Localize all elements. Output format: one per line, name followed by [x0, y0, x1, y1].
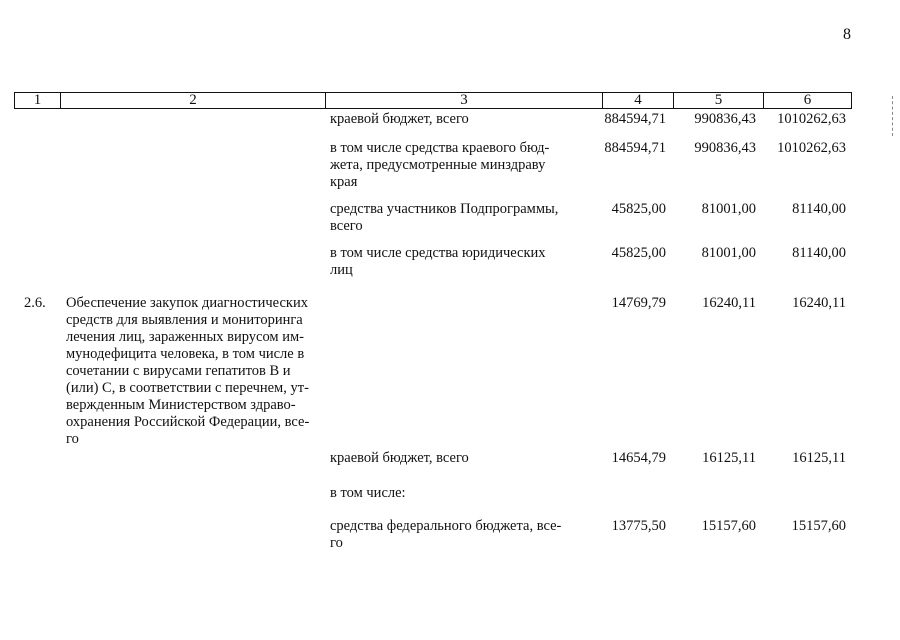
- item-number: 2.6.: [24, 295, 46, 311]
- header-col-4: 4: [602, 93, 673, 108]
- row-description: в том числе средства краевого бюд- жета, предусмотренные минздраву края: [330, 140, 550, 190]
- value-col-5: 990836,43: [694, 140, 756, 156]
- value-col-4: 45825,00: [611, 201, 666, 217]
- value-col-4: 14654,79: [611, 450, 666, 466]
- value-col-6: 16125,11: [792, 450, 846, 466]
- table-row: [0, 450, 900, 472]
- value-col-6: 81140,00: [792, 245, 846, 261]
- table-row: [0, 245, 900, 285]
- value-col-6: 1010262,63: [777, 111, 846, 127]
- value-col-5: 16125,11: [702, 450, 756, 466]
- page-number: 8: [843, 26, 851, 43]
- row-description: краевой бюджет, всего: [330, 450, 469, 466]
- value-col-6: 1010262,63: [777, 140, 846, 156]
- value-col-6: 16240,11: [792, 295, 846, 311]
- value-col-5: 81001,00: [701, 201, 756, 217]
- column-number-header: [14, 92, 852, 109]
- value-col-6: 81140,00: [792, 201, 846, 217]
- row-description: средства федерального бюджета, все- го: [330, 518, 562, 551]
- header-col-6: 6: [763, 93, 851, 108]
- table-row: [0, 140, 900, 200]
- item-description: Обеспечение закупок диагностических средств для выявления и мониторинга лечения лиц, зараженных вирусом им- мунодефицита человека, в том числе в сочетании с вирусами гепатитов В и (или) С, в соответствии с перечнем, ут- вержденным Министерством здраво- охранения Российской Федерации, все- го: [66, 295, 310, 447]
- table-row: [0, 111, 900, 141]
- table-row: [0, 518, 900, 558]
- value-col-4: 13775,50: [611, 518, 666, 534]
- header-col-2: 2: [60, 93, 325, 108]
- table-row: [0, 295, 900, 450]
- value-col-5: 81001,00: [701, 245, 756, 261]
- row-description: в том числе средства юридических лиц: [330, 245, 546, 278]
- value-col-5: 15157,60: [701, 518, 756, 534]
- row-description: в том числе:: [330, 485, 406, 501]
- header-col-5: 5: [673, 93, 763, 108]
- header-col-1: 1: [33, 92, 42, 108]
- value-col-6: 15157,60: [791, 518, 846, 534]
- value-col-4: 884594,71: [604, 111, 666, 127]
- table-row: [0, 201, 900, 241]
- value-col-5: 16240,11: [702, 295, 756, 311]
- value-col-4: 14769,79: [611, 295, 666, 311]
- header-col-3: 3: [325, 93, 602, 108]
- row-description: краевой бюджет, всего: [330, 111, 469, 127]
- value-col-5: 990836,43: [694, 111, 756, 127]
- value-col-4: 884594,71: [604, 140, 666, 156]
- table-row: [0, 485, 900, 507]
- row-description: средства участников Подпрограммы, всего: [330, 201, 559, 234]
- value-col-4: 45825,00: [611, 245, 666, 261]
